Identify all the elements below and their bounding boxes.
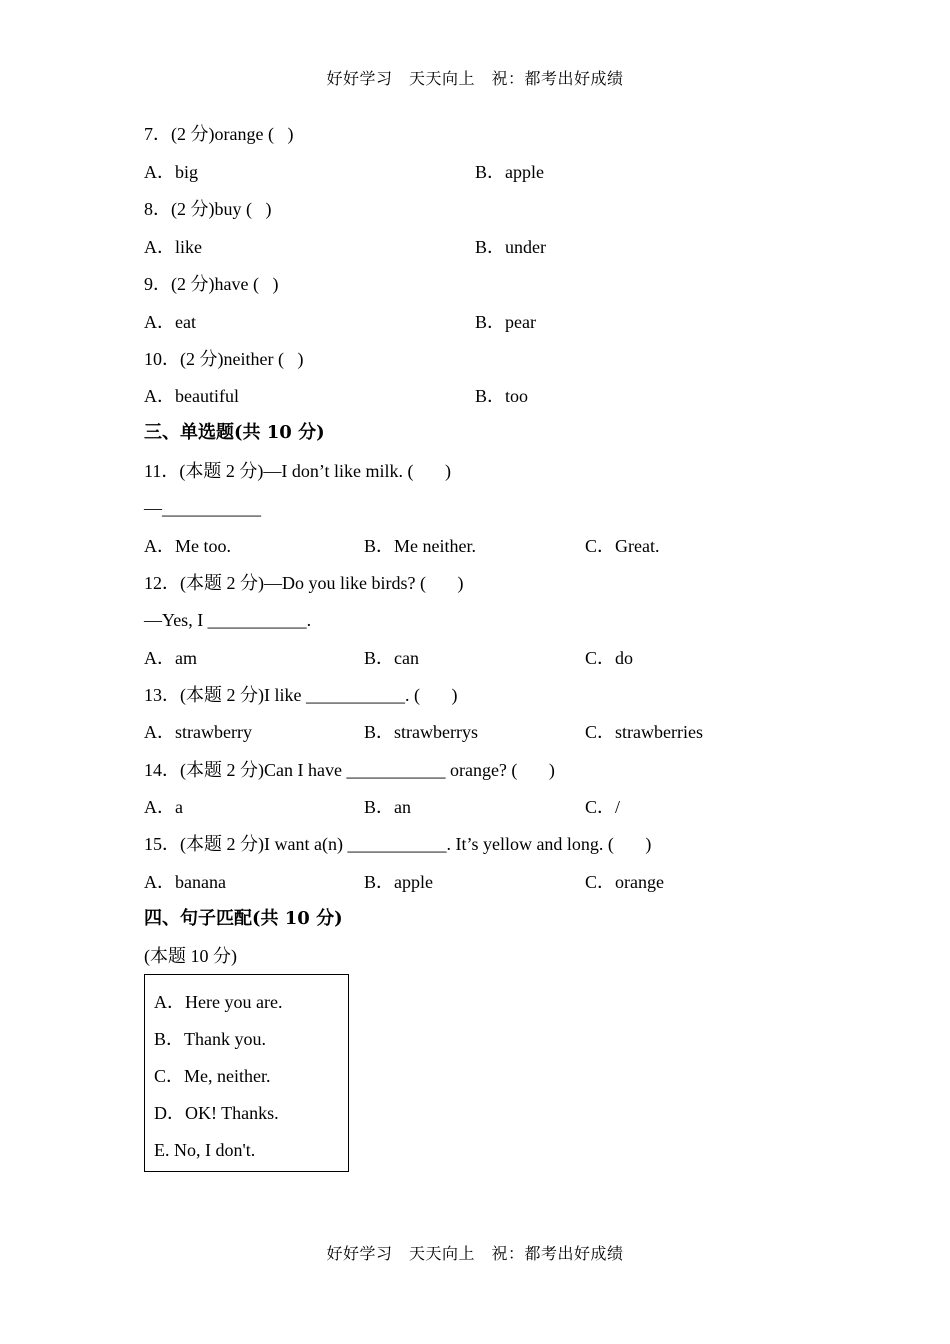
question-14-option-a: A．a — [144, 797, 183, 817]
section-4-title: 四、句子匹配(共 10 分) — [144, 908, 343, 929]
matching-option-a: A．Here you are. — [154, 992, 283, 1012]
question-11-option-a: A．Me too. — [144, 536, 231, 556]
question-11-option-b: B．Me neither. — [364, 536, 476, 556]
section-3-title: 三、单选题(共 10 分) — [144, 422, 325, 443]
question-11-answer-line: —___________ — [144, 498, 261, 518]
question-8-stem: 8．(2 分)buy ( ) — [144, 199, 272, 219]
question-10-option-b: B．too — [475, 386, 529, 406]
question-15-stem: 15．(本题 2 分)I want a(n) ___________. It’s yellow and long. ( ) — [144, 834, 652, 854]
question-7-option-a: A．big — [144, 162, 198, 182]
matching-option-b: B．Thank you. — [154, 1029, 266, 1049]
question-9-option-b: B．pear — [475, 312, 536, 332]
question-15-option-b: B．apple — [364, 872, 433, 892]
question-8-option-b: B．under — [475, 237, 546, 257]
question-14-stem: 14．(本题 2 分)Can I have ___________ orange? ( ) — [144, 760, 555, 780]
question-12-option-a: A．am — [144, 648, 197, 668]
question-10-option-a: A．beautiful — [144, 386, 239, 406]
question-11-option-c: C．Great. — [585, 536, 660, 556]
question-14-option-c: C．/ — [585, 797, 621, 817]
question-14-option-b: B．an — [364, 797, 411, 817]
matching-option-e: E. No, I don't. — [154, 1140, 256, 1160]
matching-option-d: D．OK! Thanks. — [154, 1103, 279, 1123]
question-9-option-a: A．eat — [144, 312, 196, 332]
question-7-option-b: B．apple — [475, 162, 544, 182]
question-11-stem: 11．(本题 2 分)—I don’t like milk. ( ) — [144, 461, 451, 481]
question-12-stem: 12．(本题 2 分)—Do you like birds? ( ) — [144, 573, 464, 593]
question-13-option-a: A．strawberry — [144, 722, 252, 742]
question-9-stem: 9．(2 分)have ( ) — [144, 274, 279, 294]
question-8-option-a: A．like — [144, 237, 202, 257]
matching-option-c: C．Me, neither. — [154, 1066, 271, 1086]
question-13-stem: 13．(本题 2 分)I like ___________. ( ) — [144, 685, 458, 705]
question-7-stem: 7．(2 分)orange ( ) — [144, 124, 294, 144]
question-15-option-a: A．banana — [144, 872, 226, 892]
question-12-answer-line: —Yes, I ___________. — [144, 610, 312, 630]
question-15-option-c: C．orange — [585, 872, 664, 892]
page-header: 好好学习 天天向上 祝：都考出好成绩 — [326, 69, 624, 88]
question-13-option-c: C．strawberries — [585, 722, 703, 742]
question-12-option-c: C．do — [585, 648, 634, 668]
matching-options-box — [144, 974, 349, 1172]
page-footer: 好好学习 天天向上 祝：都考出好成绩 — [326, 1244, 624, 1263]
question-12-option-b: B．can — [364, 648, 419, 668]
question-10-stem: 10．(2 分)neither ( ) — [144, 349, 304, 369]
section-4-note: (本题 10 分) — [144, 946, 237, 966]
question-13-option-b: B．strawberrys — [364, 722, 478, 742]
